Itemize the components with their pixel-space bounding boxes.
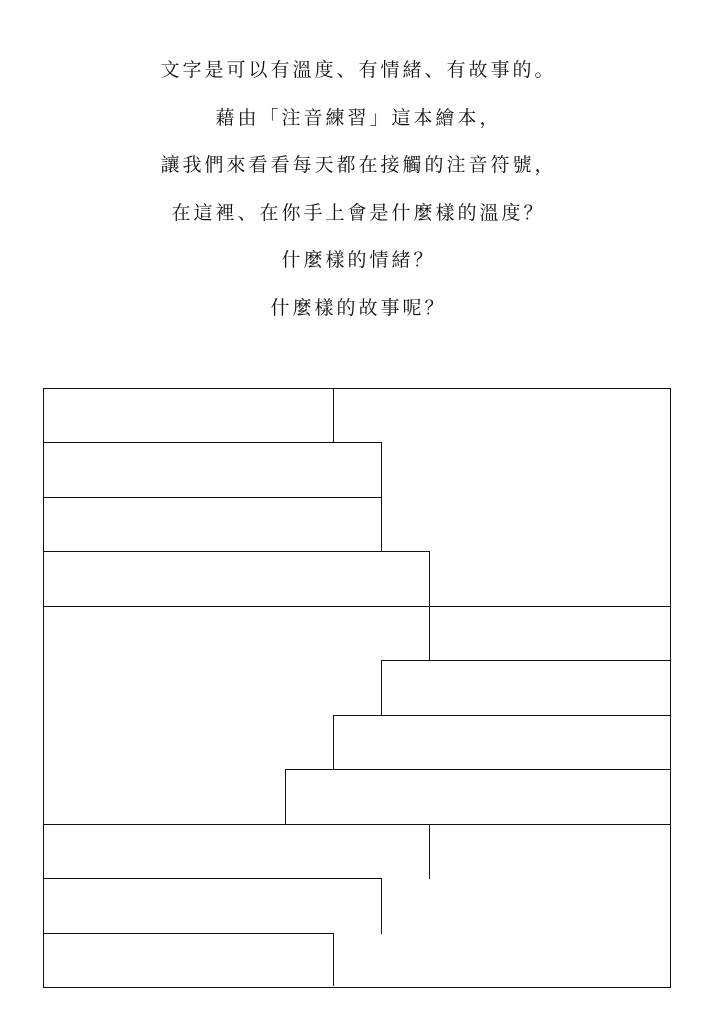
intro-line-5: 什麼樣的情緒？ — [281, 249, 436, 271]
intro-line-2: 藉由「注音練習」這本繪本， — [215, 106, 502, 129]
grid-row-divider — [285, 769, 670, 770]
grid-cell-divider — [333, 715, 334, 770]
intro-text — [0, 57, 717, 342]
grid-cell-divider — [333, 933, 334, 986]
grid-row-divider — [44, 551, 429, 552]
grid-cell-divider — [381, 660, 382, 716]
grid-row-divider — [44, 933, 333, 934]
grid-cell-divider — [429, 824, 430, 879]
intro-line-3: 讓我們來看看每天都在接觸的注音符號， — [160, 154, 557, 176]
intro-line-6: 什麼樣的故事呢？ — [270, 296, 447, 319]
grid-row-divider — [44, 824, 670, 825]
grid-row-divider — [333, 715, 670, 716]
grid-cell-divider — [333, 389, 334, 443]
grid-row-divider — [44, 606, 670, 607]
intro-line-4: 在這裡、在你手上會是什麼樣的溫度？ — [171, 201, 546, 224]
grid-row-divider — [44, 442, 381, 443]
intro-line-1: 文字是可以有溫度、有情緒、有故事的。 — [160, 59, 557, 81]
grid-cell-divider — [381, 497, 382, 552]
practice-grid — [43, 388, 671, 988]
grid-cell-divider — [381, 878, 382, 934]
grid-row-divider — [381, 660, 670, 661]
grid-row-divider — [44, 878, 381, 879]
grid-cell-divider — [285, 769, 286, 825]
grid-cell-divider — [429, 551, 430, 607]
grid-cell-divider — [381, 442, 382, 497]
grid-cell-divider — [429, 606, 430, 661]
grid-row-divider — [44, 497, 381, 498]
